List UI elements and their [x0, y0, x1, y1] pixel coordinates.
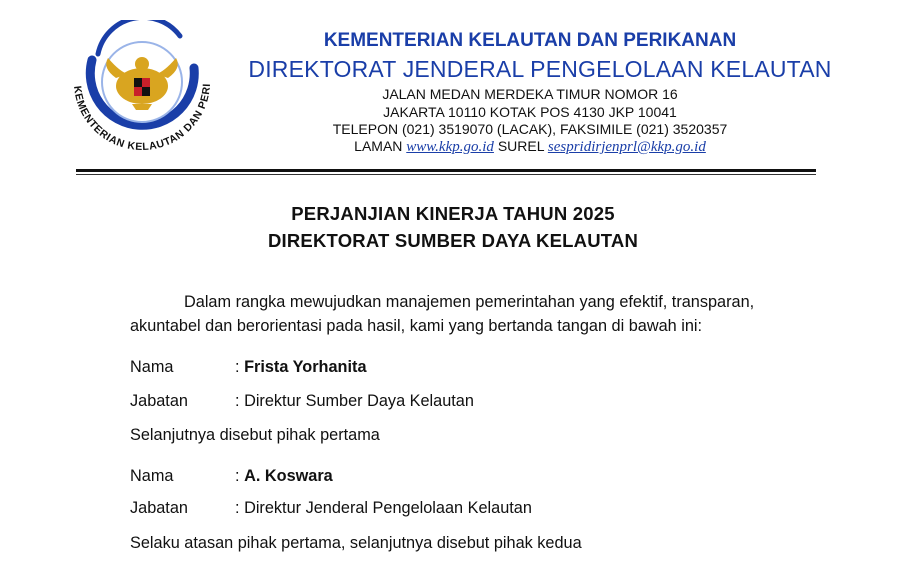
party1-name: Frista Yorhanita	[244, 358, 367, 376]
party1-name-label: Nama	[130, 358, 174, 376]
party1-position-label: Jabatan	[130, 392, 188, 410]
party2-name-label: Nama	[130, 467, 174, 485]
intro-paragraph-line-2: akuntabel dan berorientasi pada hasil, kami yang bertanda tangan di bawah ini:	[130, 317, 703, 335]
address-line-1: JALAN MEDAN MERDEKA TIMUR NOMOR 16	[382, 86, 678, 102]
party1-position: Direktur Sumber Daya Kelautan	[244, 392, 474, 410]
email-link[interactable]: sespridirjenprl@kkp.go.id	[547, 139, 706, 155]
web-label: LAMAN	[354, 138, 403, 154]
address-line-2: JAKARTA 10110 KOTAK POS 4130 JKP 10041	[383, 104, 677, 120]
ministry-logo	[62, 20, 222, 166]
letterhead-divider	[76, 169, 816, 172]
seal-text: KEMENTERIAN KELAUTAN DAN PERI	[71, 82, 214, 154]
phone-fax-line: TELEPON (021) 3519070 (LACAK), FAKSIMILE (021) 3520357	[332, 121, 728, 137]
letterhead-divider-thin	[76, 174, 816, 175]
website-link[interactable]: www.kkp.go.id	[406, 139, 494, 155]
ministry-seal-icon	[62, 20, 222, 166]
party2-position-label: Jabatan	[130, 499, 188, 517]
party2-name: A. Koswara	[244, 467, 333, 485]
intro-paragraph-line-1: Dalam rangka mewujudkan manajemen pemerintahan yang efektif, transparan,	[184, 293, 755, 311]
party1-designation: Selanjutnya disebut pihak pertama	[130, 426, 380, 444]
party2-position: Direktur Jenderal Pengelolaan Kelautan	[244, 499, 532, 517]
directorate-name: DIREKTORAT JENDERAL PENGELOLAAN KELAUTAN	[248, 56, 832, 82]
email-label: SUREL	[497, 138, 544, 154]
document-subtitle: DIREKTORAT SUMBER DAYA KELAUTAN	[267, 230, 639, 251]
web-email-line	[260, 138, 800, 156]
ministry-name: KEMENTERIAN KELAUTAN DAN PERIKANAN	[323, 30, 737, 51]
party2-designation: Selaku atasan pihak pertama, selanjutnya disebut pihak kedua	[130, 534, 582, 552]
document-title: PERJANJIAN KINERJA TAHUN 2025	[291, 203, 615, 224]
